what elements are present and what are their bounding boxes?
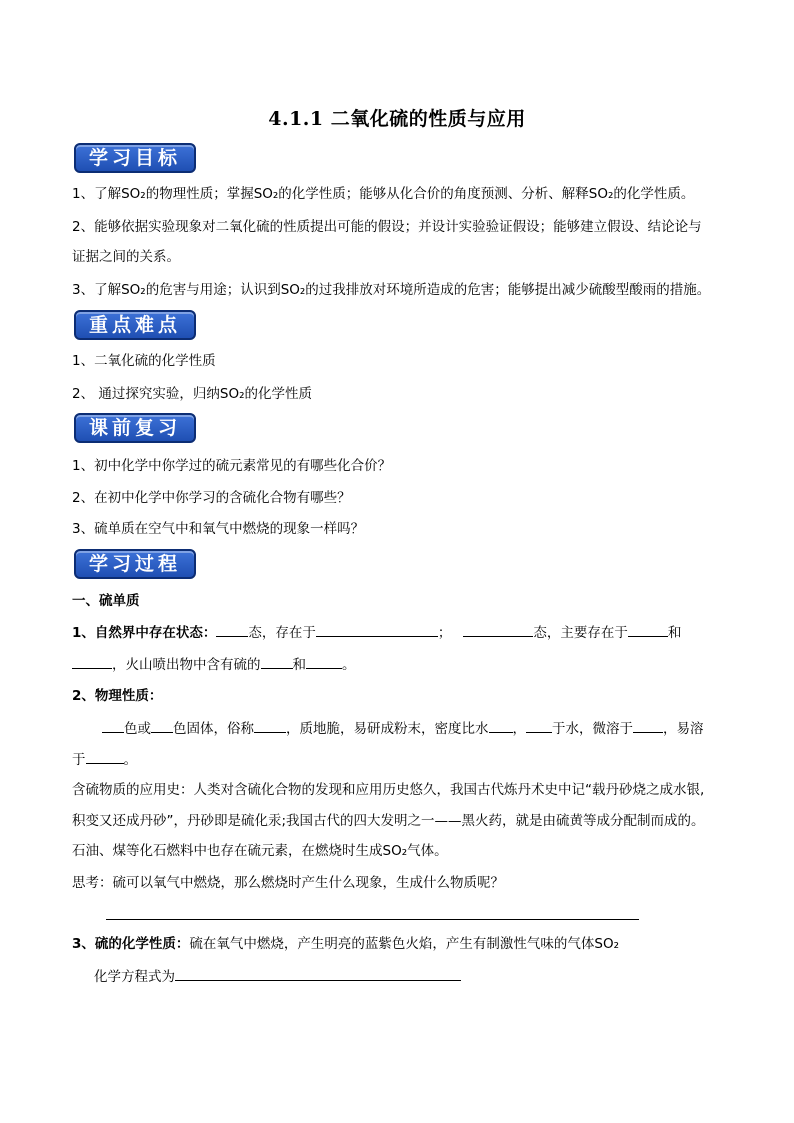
answer-blank[interactable]	[489, 718, 513, 733]
fill-text: 态，存在于	[248, 625, 316, 641]
fill-text: 。	[123, 752, 137, 768]
fill-text: ，易溶	[663, 721, 704, 737]
fill-text: ，	[512, 721, 526, 737]
answer-blank[interactable]	[72, 654, 112, 669]
fill-line-physical	[102, 718, 704, 739]
objective-line: 证据之间的关系。	[72, 249, 180, 265]
history-paragraph-line: 积变又还成丹砂”，丹砂即是硫化汞;我国古代的四大发明之一——黑火药，就是由硫黄等成分配制而成的。	[72, 813, 705, 829]
fill-line-natural-state-cont	[72, 654, 356, 675]
answer-blank[interactable]	[306, 654, 342, 669]
answer-blank[interactable]	[633, 718, 663, 733]
chemical-property-line	[72, 934, 619, 954]
equation-label: 化学方程式为	[94, 969, 175, 985]
objective-line: 2、能够依据实验现象对二氧化硫的性质提出可能的假设；并设计实验验证假设；能够建立假设、结论论与	[72, 219, 702, 235]
item-label: 2、物理性质：	[72, 688, 163, 704]
answer-blank[interactable]	[628, 622, 668, 637]
objectives-badge: 学习目标	[74, 143, 196, 173]
fill-text: 和	[667, 625, 682, 641]
answer-blank[interactable]	[463, 622, 533, 637]
review-question: 3、硫单质在空气中和氧气中燃烧的现象一样吗？	[72, 521, 365, 537]
answer-blank[interactable]	[261, 654, 293, 669]
fill-text: 色或	[124, 721, 151, 737]
answer-blank[interactable]	[216, 622, 248, 637]
answer-blank[interactable]	[316, 622, 438, 637]
page-title: 4.1.1 二氧化硫的性质与应用	[268, 108, 526, 130]
answer-blank[interactable]	[86, 749, 124, 764]
review-badge: 课前复习	[74, 413, 196, 443]
fill-text: 色固体，俗称	[173, 721, 254, 737]
fill-line-natural-state	[72, 622, 681, 643]
section-heading: 一、硫单质	[72, 593, 140, 609]
objective-line: 1、了解SO₂的物理性质；掌握SO₂的化学性质；能够从化合价的角度预测、分析、解释SO₂的化学性质。	[72, 186, 695, 202]
key-point-line: 1、二氧化硫的化学性质	[72, 353, 216, 369]
key-points-badge: 重点难点	[74, 310, 196, 340]
property-text: 硫在氧气中燃烧，产生明亮的蓝紫色火焰，产生有制激性气味的气体SO₂	[189, 936, 620, 952]
history-paragraph-line: 石油、煤等化石燃料中也存在硫元素，在燃烧时生成SO₂气体。	[72, 843, 448, 859]
answer-blank[interactable]	[151, 718, 173, 733]
think-question: 思考：硫可以氧气中燃烧，那么燃烧时产生什么现象，生成什么物质呢？	[72, 875, 504, 891]
review-question: 1、初中化学中你学过的硫元素常见的有哪些化合价？	[72, 458, 392, 474]
item-label: 1、自然界中存在状态：	[72, 625, 217, 641]
fill-text: 。	[342, 657, 356, 673]
objective-line: 3、了解SO₂的危害与用途；认识到SO₂的过我排放对环境所造成的危害；能够提出减少硫酸型酸雨的措施。	[72, 282, 711, 298]
fill-text: 态，主要存在于	[533, 625, 628, 641]
equation-line	[94, 966, 461, 987]
answer-blank[interactable]	[254, 718, 286, 733]
fill-line-physical-cont	[72, 749, 137, 770]
fill-text: ，火山喷出物中含有硫的	[112, 657, 261, 673]
answer-blank[interactable]	[102, 718, 124, 733]
key-point-line: 2、 通过探究实验，归纳SO₂的化学性质	[72, 386, 312, 402]
answer-blank[interactable]	[526, 718, 552, 733]
fill-text: 于水，微溶于	[552, 721, 633, 737]
equation-blank[interactable]	[175, 966, 461, 981]
history-paragraph-line: 含硫物质的应用史：人类对含硫化合物的发现和应用历史悠久，我国古代炼丹术史中记“载丹砂烧之成水银,	[72, 782, 705, 798]
item-label: 3、硫的化学性质：	[72, 936, 190, 952]
review-question: 2、在初中化学中你学习的含硫化合物有哪些？	[72, 490, 351, 506]
fill-text: ；	[437, 625, 452, 641]
answer-line[interactable]	[106, 919, 639, 920]
fill-text: 和	[292, 657, 306, 673]
fill-text: 于	[72, 752, 86, 768]
fill-text: ，质地脆，易研成粉末，密度比水	[286, 721, 489, 737]
process-badge: 学习过程	[74, 549, 196, 579]
